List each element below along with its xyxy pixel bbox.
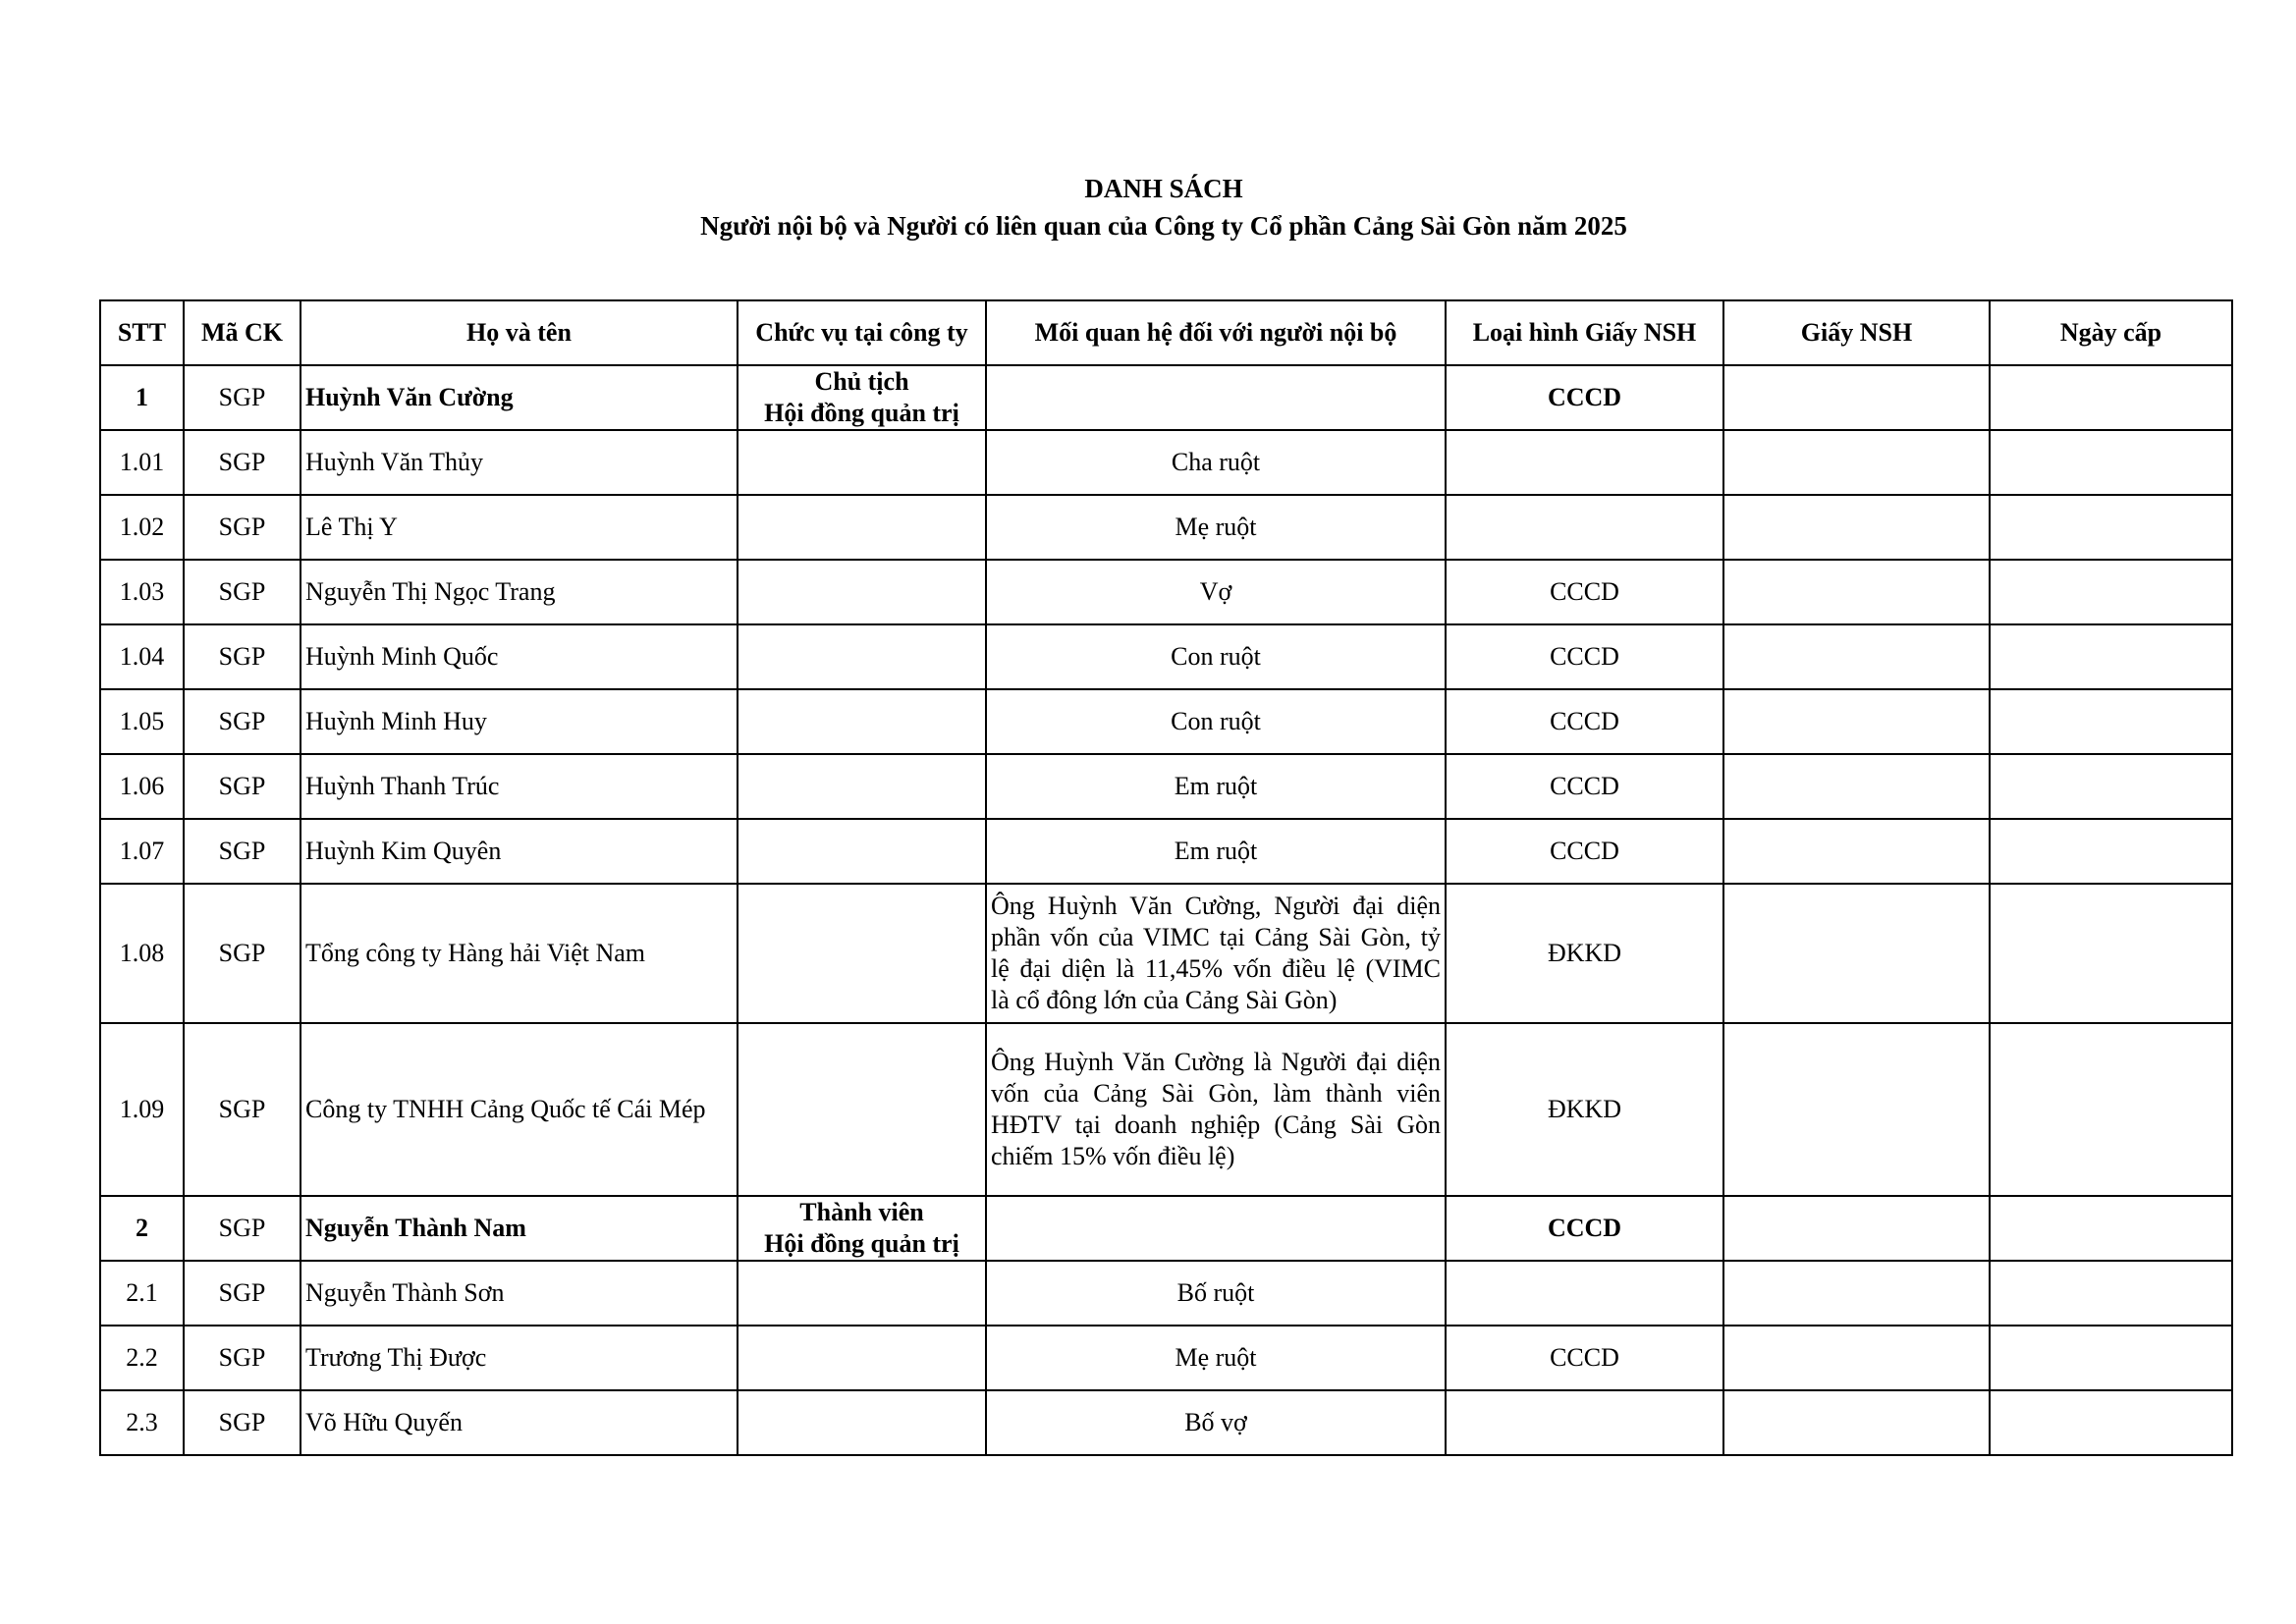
cell-moi-quan-he: [986, 365, 1446, 430]
cell-ma-ck: SGP: [184, 819, 301, 884]
cell-ma-ck: SGP: [184, 1196, 301, 1261]
cell-giay-nsh: [1723, 819, 1990, 884]
cell-moi-quan-he: Em ruột: [986, 754, 1446, 819]
cell-loai-giay: [1446, 430, 1723, 495]
cell-stt: 1: [100, 365, 184, 430]
table-row: [100, 560, 2232, 624]
relationship-line: chiếm 15% vốn điều lệ): [991, 1142, 1235, 1170]
cell-ngay-cap: [1990, 689, 2232, 754]
cell-stt: 1.03: [100, 560, 184, 624]
cell-ngay-cap: [1990, 1261, 2232, 1326]
cell-ho-ten: Huỳnh Minh Quốc: [301, 624, 738, 689]
cell-ma-ck: SGP: [184, 1261, 301, 1326]
cell-chuc-vu: [738, 819, 986, 884]
cell-giay-nsh: [1723, 1196, 1990, 1261]
cell-ma-ck: SGP: [184, 430, 301, 495]
chuc-vu-line: Hội đồng quản trị: [764, 1229, 959, 1258]
cell-loai-giay: [1446, 1261, 1723, 1326]
cell-ma-ck: SGP: [184, 884, 301, 1023]
cell-ho-ten: Võ Hữu Quyến: [301, 1390, 738, 1455]
header-loai-giay: Loại hình Giấy NSH: [1446, 300, 1723, 365]
relationship-line: là cổ đông lớn của Cảng Sài Gòn): [991, 986, 1338, 1014]
cell-giay-nsh: [1723, 365, 1990, 430]
table-row: [100, 1390, 2232, 1455]
cell-ho-ten: Huỳnh Kim Quyên: [301, 819, 738, 884]
cell-ho-ten: Công ty TNHH Cảng Quốc tế Cái Mép: [301, 1023, 738, 1196]
cell-chuc-vu: [738, 884, 986, 1023]
cell-ma-ck: SGP: [184, 365, 301, 430]
cell-stt: 2.1: [100, 1261, 184, 1326]
relationship-line: Ông Huỳnh Văn Cường, Người đại diện: [991, 892, 1441, 920]
cell-loai-giay: ĐKKD: [1446, 1023, 1723, 1196]
header-stt: STT: [100, 300, 184, 365]
cell-chuc-vu: [738, 1326, 986, 1390]
cell-loai-giay: [1446, 1390, 1723, 1455]
cell-ngay-cap: [1990, 1390, 2232, 1455]
cell-ma-ck: SGP: [184, 560, 301, 624]
table-row: [100, 430, 2232, 495]
cell-ngay-cap: [1990, 884, 2232, 1023]
cell-giay-nsh: [1723, 1390, 1990, 1455]
header-ngay-cap: Ngày cấp: [1990, 300, 2232, 365]
cell-moi-quan-he: Cha ruột: [986, 430, 1446, 495]
cell-loai-giay: CCCD: [1446, 754, 1723, 819]
header-ma-ck: Mã CK: [184, 300, 301, 365]
cell-chuc-vu: [738, 495, 986, 560]
cell-giay-nsh: [1723, 560, 1990, 624]
cell-ngay-cap: [1990, 1196, 2232, 1261]
cell-ma-ck: SGP: [184, 1023, 301, 1196]
cell-moi-quan-he: Bố vợ: [986, 1390, 1446, 1455]
chuc-vu-line: Hội đồng quản trị: [764, 399, 959, 427]
cell-stt: 1.07: [100, 819, 184, 884]
insider-table: [99, 299, 2233, 1456]
table-row: [100, 624, 2232, 689]
cell-loai-giay: CCCD: [1446, 560, 1723, 624]
cell-ho-ten: Huỳnh Minh Huy: [301, 689, 738, 754]
cell-giay-nsh: [1723, 624, 1990, 689]
relationship-line: Ông Huỳnh Văn Cường là Người đại diện: [991, 1048, 1441, 1076]
cell-stt: 1.09: [100, 1023, 184, 1196]
cell-giay-nsh: [1723, 1023, 1990, 1196]
table-row: [100, 754, 2232, 819]
cell-moi-quan-he: Mẹ ruột: [986, 1326, 1446, 1390]
cell-stt: 1.08: [100, 884, 184, 1023]
chuc-vu-line: Chủ tịch: [814, 367, 909, 396]
cell-ho-ten: Nguyễn Thành Sơn: [301, 1261, 738, 1326]
cell-stt: 1.05: [100, 689, 184, 754]
cell-ma-ck: SGP: [184, 1326, 301, 1390]
chuc-vu-line: Thành viên: [799, 1198, 924, 1226]
cell-chuc-vu: [738, 1390, 986, 1455]
table-row: [100, 365, 2232, 430]
cell-loai-giay: [1446, 495, 1723, 560]
table-row: [100, 884, 2232, 1023]
cell-loai-giay: ĐKKD: [1446, 884, 1723, 1023]
cell-moi-quan-he: Con ruột: [986, 689, 1446, 754]
header-ho-ten: Họ và tên: [301, 300, 738, 365]
table-row: [100, 1023, 2232, 1196]
cell-moi-quan-he: Em ruột: [986, 819, 1446, 884]
table-row: [100, 1196, 2232, 1261]
cell-moi-quan-he: [986, 1196, 1446, 1261]
cell-ngay-cap: [1990, 365, 2232, 430]
header-moi-quan-he: Mối quan hệ đối với người nội bộ: [986, 300, 1446, 365]
table-row: [100, 495, 2232, 560]
table-row: [100, 1326, 2232, 1390]
cell-loai-giay: CCCD: [1446, 1196, 1723, 1261]
cell-moi-quan-he: Mẹ ruột: [986, 495, 1446, 560]
table-row: [100, 819, 2232, 884]
cell-ma-ck: SGP: [184, 1390, 301, 1455]
cell-chuc-vu: [738, 1196, 986, 1261]
cell-giay-nsh: [1723, 1326, 1990, 1390]
cell-ho-ten: Huỳnh Thanh Trúc: [301, 754, 738, 819]
cell-chuc-vu: [738, 689, 986, 754]
cell-ho-ten: Huỳnh Văn Cường: [301, 365, 738, 430]
cell-loai-giay: CCCD: [1446, 365, 1723, 430]
cell-moi-quan-he: Bố ruột: [986, 1261, 1446, 1326]
cell-moi-quan-he: Con ruột: [986, 624, 1446, 689]
cell-loai-giay: CCCD: [1446, 819, 1723, 884]
cell-ma-ck: SGP: [184, 754, 301, 819]
cell-ho-ten: Nguyễn Thị Ngọc Trang: [301, 560, 738, 624]
cell-loai-giay: CCCD: [1446, 689, 1723, 754]
cell-stt: 1.01: [100, 430, 184, 495]
cell-ma-ck: SGP: [184, 689, 301, 754]
cell-chuc-vu: [738, 1023, 986, 1196]
cell-giay-nsh: [1723, 495, 1990, 560]
cell-stt: 2.3: [100, 1390, 184, 1455]
document-subtitle: Người nội bộ và Người có liên quan của Công ty Cổ phần Cảng Sài Gòn năm 2025: [700, 211, 1627, 241]
cell-moi-quan-he: [986, 884, 1446, 1023]
document-title: DANH SÁCH: [1084, 174, 1243, 203]
table-row: [100, 1261, 2232, 1326]
relationship-line: vốn của Cảng Sài Gòn, làm thành viên: [991, 1079, 1441, 1108]
cell-ma-ck: SGP: [184, 495, 301, 560]
cell-chuc-vu: [738, 430, 986, 495]
cell-stt: 2: [100, 1196, 184, 1261]
cell-stt: 1.02: [100, 495, 184, 560]
cell-stt: 1.04: [100, 624, 184, 689]
relationship-line: lệ đại diện là 11,45% vốn điều lệ (VIMC: [991, 954, 1441, 983]
cell-stt: 1.06: [100, 754, 184, 819]
cell-ngay-cap: [1990, 1023, 2232, 1196]
relationship-line: phần vốn của VIMC tại Cảng Sài Gòn, tỷ: [991, 923, 1441, 951]
cell-giay-nsh: [1723, 884, 1990, 1023]
cell-ngay-cap: [1990, 430, 2232, 495]
cell-ngay-cap: [1990, 560, 2232, 624]
cell-loai-giay: CCCD: [1446, 1326, 1723, 1390]
cell-ho-ten: Tổng công ty Hàng hải Việt Nam: [301, 884, 738, 1023]
cell-ngay-cap: [1990, 624, 2232, 689]
cell-stt: 2.2: [100, 1326, 184, 1390]
cell-loai-giay: CCCD: [1446, 624, 1723, 689]
cell-ngay-cap: [1990, 754, 2232, 819]
table-row: [100, 689, 2232, 754]
header-giay-nsh: Giấy NSH: [1723, 300, 1990, 365]
cell-ngay-cap: [1990, 819, 2232, 884]
cell-ho-ten: Huỳnh Văn Thủy: [301, 430, 738, 495]
cell-moi-quan-he: [986, 1023, 1446, 1196]
cell-moi-quan-he: Vợ: [986, 560, 1446, 624]
cell-giay-nsh: [1723, 689, 1990, 754]
table-header-row: [100, 300, 2232, 365]
cell-ho-ten: Nguyễn Thành Nam: [301, 1196, 738, 1261]
relationship-line: HĐTV tại doanh nghiệp (Cảng Sài Gòn: [991, 1110, 1441, 1139]
header-chuc-vu: Chức vụ tại công ty: [738, 300, 986, 365]
cell-chuc-vu: [738, 624, 986, 689]
cell-ngay-cap: [1990, 495, 2232, 560]
cell-chuc-vu: [738, 754, 986, 819]
cell-ho-ten: Trương Thị Được: [301, 1326, 738, 1390]
cell-ma-ck: SGP: [184, 624, 301, 689]
cell-giay-nsh: [1723, 1261, 1990, 1326]
cell-chuc-vu: [738, 560, 986, 624]
cell-giay-nsh: [1723, 754, 1990, 819]
cell-chuc-vu: [738, 365, 986, 430]
cell-chuc-vu: [738, 1261, 986, 1326]
cell-giay-nsh: [1723, 430, 1990, 495]
cell-ho-ten: Lê Thị Y: [301, 495, 738, 560]
cell-ngay-cap: [1990, 1326, 2232, 1390]
